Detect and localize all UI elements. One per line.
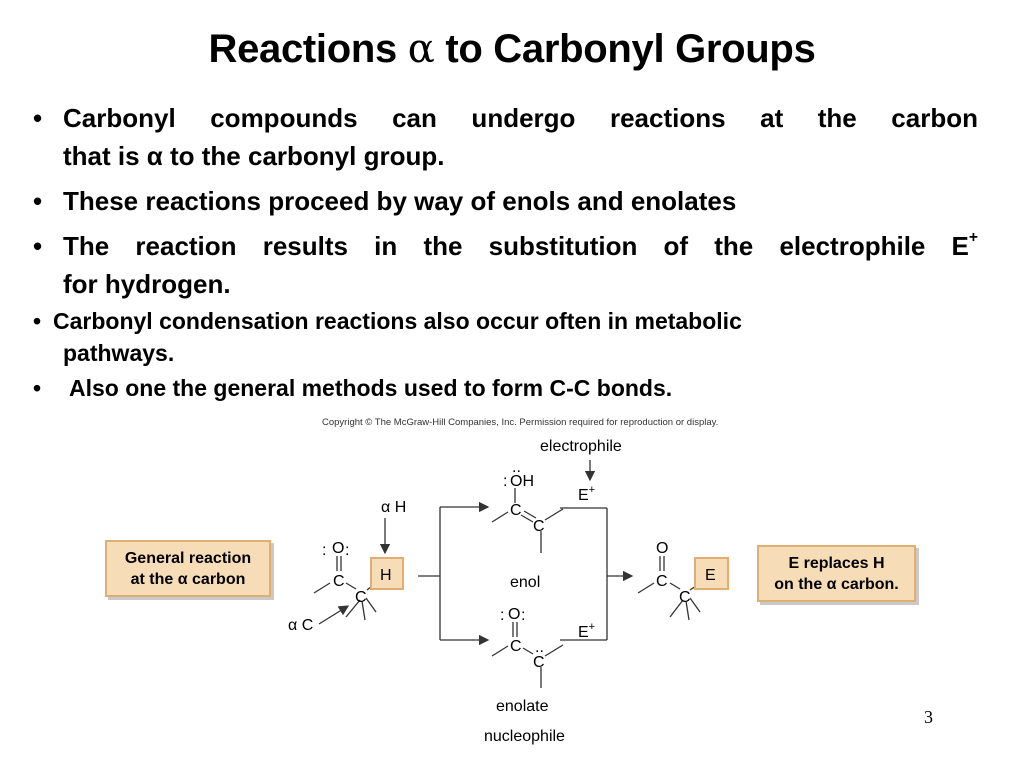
atom-o-left-label: O (332, 540, 345, 557)
copyright-notice: Copyright © The McGraw-Hill Companies, Inc. Permission required for reproduction or display. (322, 417, 719, 428)
enolate-o-lonepair-right: : (521, 607, 526, 624)
bullet-1-line1: Carbonyl compounds can undergo reactions at the carbon (63, 103, 978, 133)
enol-e-plus: E+ (578, 484, 596, 504)
product-c1: C (656, 573, 668, 590)
enolate-o-label: O (508, 606, 521, 623)
atom-h: H (380, 567, 392, 584)
title-part2: to Carbonyl Groups (445, 27, 816, 71)
enolate-structure (492, 622, 563, 688)
bullet-3-line1: The reaction results in the substitution of the electrophile E (63, 231, 969, 261)
bullet-2-text: These reactions proceed by way of enols and enolates (63, 186, 737, 216)
bullet-3-line2: for hydrogen. (63, 269, 231, 299)
left-box-line2: at the α carbon (130, 571, 246, 588)
bullet-5-text: Also one the general methods used to form C-C bonds. (69, 375, 673, 401)
bullet-1-line2: that is α to the carbonyl group. (63, 141, 445, 171)
atom-c-carbonyl: C (333, 573, 345, 590)
right-box-line2: on the α carbon. (774, 576, 899, 593)
alpha-h-label: α H (381, 499, 407, 516)
bullet-dot: • (33, 375, 42, 401)
enol-c1: C (510, 502, 522, 519)
bullet-dot: • (33, 231, 43, 261)
enol-oh-label: OH (510, 473, 534, 490)
product-o-label: O (656, 540, 669, 557)
enolate-carbanion-pair: .. (535, 639, 544, 656)
product-c2: C (679, 589, 691, 606)
enol-structure (492, 488, 563, 553)
bullet-dot: • (33, 103, 43, 133)
enolate-c2: C (533, 654, 545, 671)
atom-o-left: : (322, 542, 327, 559)
title-alpha: α (407, 26, 435, 72)
alpha-c-label: α C (288, 617, 314, 634)
atom-o-left-lonepair: : (345, 542, 350, 559)
enol-c2: C (533, 518, 545, 535)
enolate-e-plus: E+ (578, 621, 596, 641)
enolate-o-lonepair-left: : (500, 607, 505, 624)
electrophile-label: electrophile (540, 438, 622, 455)
bullet-4-line2: pathways. (63, 340, 175, 366)
atom-e: E (705, 567, 716, 584)
left-box-line1: General reaction (124, 550, 252, 567)
bullet-dot: • (33, 186, 43, 216)
bullet-dot: • (33, 308, 42, 334)
atom-c-alpha: C (355, 589, 367, 606)
enolate-label: enolate (496, 698, 549, 715)
bullet-4-line1: Carbonyl condensation reactions also occur often in metabolic (53, 308, 742, 334)
enol-label: enol (510, 574, 541, 591)
right-box-line1: E replaces H (788, 555, 885, 572)
title-part1: Reactions (208, 27, 397, 71)
enol-oh-lonepair: : (503, 473, 508, 490)
product-structure (638, 556, 700, 620)
nucleophile-label: nucleophile (484, 728, 565, 745)
enolate-c1: C (510, 638, 522, 655)
enol-oh-dots: .. (512, 459, 521, 476)
superscript-plus: + (968, 229, 978, 247)
page-number: 3 (924, 707, 933, 727)
